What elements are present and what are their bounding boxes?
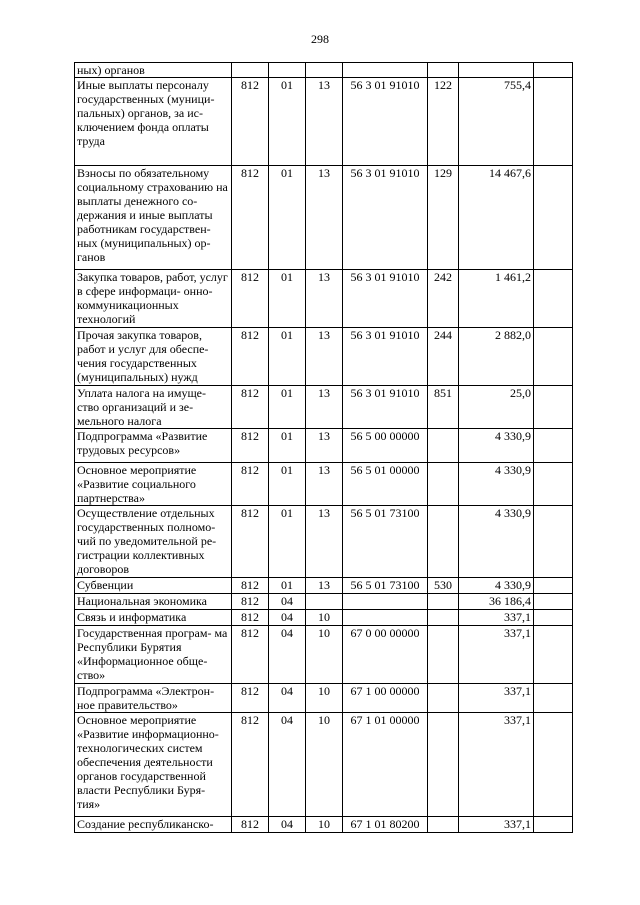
row-name: Осуществление отдельных государственных полномо- чий по уведомительной ре- гистрации коллективных договоров [75,506,232,578]
amount: 2 882,0 [459,328,534,386]
subsection-code: 10 [306,684,343,713]
extra-cell [534,429,573,463]
row-name: Взносы по обязательному социальному страхованию на выплаты денежного со- держания и иные выплаты работникам государствен- ных (муниципальных) ор- ганов [75,166,232,270]
budget-table [74,62,573,833]
row-name: Государственная програм- ма Республики Бурятия «Информационное обще- ство» [75,626,232,684]
amount: 4 330,9 [459,578,534,594]
subsection-code: 13 [306,429,343,463]
extra-cell [534,63,573,78]
table-row [75,578,573,594]
target-article: 56 5 00 00000 [343,429,428,463]
row-name: Создание республиканско- [75,817,232,833]
section-code: 01 [269,429,306,463]
subsection-code: 13 [306,166,343,270]
amount: 755,4 [459,78,534,166]
section-code: 01 [269,386,306,429]
amount: 4 330,9 [459,463,534,506]
subsection-code: 13 [306,578,343,594]
table-row [75,713,573,817]
subsection-code: 10 [306,610,343,626]
table-row [75,429,573,463]
ved-code: 812 [232,578,269,594]
target-article: 56 3 01 91010 [343,166,428,270]
target-article: 56 3 01 91010 [343,270,428,328]
subsection-code: 13 [306,506,343,578]
table-row [75,610,573,626]
extra-cell [534,78,573,166]
amount: 337,1 [459,626,534,684]
amount [459,63,534,78]
extra-cell [534,817,573,833]
row-name: Основное мероприятие «Развитие социального партнерства» [75,463,232,506]
row-name: Иные выплаты персоналу государственных (муници- пальных) органов, за ис- ключением фонда оплаты труда [75,78,232,166]
ved-code: 812 [232,78,269,166]
row-name: Подпрограмма «Электрон- ное правительство» [75,684,232,713]
expense-type [428,610,459,626]
row-name: Прочая закупка товаров, работ и услуг для обеспе- чения государственных (муниципальных) нужд [75,328,232,386]
table-row [75,166,573,270]
extra-cell [534,166,573,270]
extra-cell [534,594,573,610]
ved-code: 812 [232,610,269,626]
ved-code: 812 [232,713,269,817]
target-article: 56 5 01 73100 [343,506,428,578]
table-row [75,626,573,684]
amount: 1 461,2 [459,270,534,328]
expense-type [428,626,459,684]
row-name: Подпрограмма «Развитие трудовых ресурсов» [75,429,232,463]
amount: 4 330,9 [459,429,534,463]
amount: 337,1 [459,817,534,833]
amount: 4 330,9 [459,506,534,578]
ved-code: 812 [232,463,269,506]
target-article: 56 5 01 00000 [343,463,428,506]
section-code: 01 [269,463,306,506]
expense-type [428,594,459,610]
ved-code [232,63,269,78]
row-name: Закупка товаров, работ, услуг в сфере информаци- онно-коммуникационных технологий [75,270,232,328]
table-row [75,594,573,610]
target-article: 67 1 01 80200 [343,817,428,833]
section-code: 04 [269,626,306,684]
expense-type [428,506,459,578]
amount: 337,1 [459,684,534,713]
table-row [75,386,573,429]
target-article: 67 1 00 00000 [343,684,428,713]
target-article [343,610,428,626]
table-row [75,63,573,78]
target-article: 67 1 01 00000 [343,713,428,817]
ved-code: 812 [232,594,269,610]
amount: 337,1 [459,713,534,817]
expense-type: 122 [428,78,459,166]
expense-type: 244 [428,328,459,386]
ved-code: 812 [232,386,269,429]
amount: 337,1 [459,610,534,626]
target-article [343,63,428,78]
target-article: 56 5 01 73100 [343,578,428,594]
section-code: 04 [269,594,306,610]
target-article: 56 3 01 91010 [343,386,428,429]
expense-type [428,463,459,506]
subsection-code: 13 [306,463,343,506]
row-name: Уплата налога на имуще- ство организаций и зе- мельного налога [75,386,232,429]
extra-cell [534,328,573,386]
table-row [75,506,573,578]
target-article: 67 0 00 00000 [343,626,428,684]
extra-cell [534,270,573,328]
section-code: 04 [269,817,306,833]
row-name: Связь и информатика [75,610,232,626]
table-row [75,270,573,328]
amount: 14 467,6 [459,166,534,270]
section-code: 01 [269,578,306,594]
subsection-code: 13 [306,328,343,386]
subsection-code: 10 [306,626,343,684]
extra-cell [534,386,573,429]
ved-code: 812 [232,429,269,463]
expense-type: 129 [428,166,459,270]
expense-type [428,713,459,817]
ved-code: 812 [232,328,269,386]
table-row [75,684,573,713]
page-number: 298 [311,32,329,46]
table-row [75,328,573,386]
ved-code: 812 [232,817,269,833]
ved-code: 812 [232,506,269,578]
table-row [75,817,573,833]
target-article: 56 3 01 91010 [343,328,428,386]
subsection-code: 10 [306,713,343,817]
extra-cell [534,684,573,713]
subsection-code [306,63,343,78]
extra-cell [534,626,573,684]
row-name: Национальная экономика [75,594,232,610]
expense-type: 530 [428,578,459,594]
extra-cell [534,463,573,506]
subsection-code: 13 [306,386,343,429]
extra-cell [534,610,573,626]
section-code: 01 [269,328,306,386]
subsection-code: 13 [306,78,343,166]
extra-cell [534,713,573,817]
section-code: 04 [269,684,306,713]
section-code: 01 [269,78,306,166]
amount: 36 186,4 [459,594,534,610]
section-code: 01 [269,270,306,328]
table-row [75,78,573,166]
expense-type [428,817,459,833]
extra-cell [534,506,573,578]
section-code: 04 [269,713,306,817]
extra-cell [534,578,573,594]
row-name: Основное мероприятие «Развитие информационно- технологических систем обеспечения деятельности органов государственной власти Республики Буря- тия» [75,713,232,817]
expense-type [428,63,459,78]
table-row [75,463,573,506]
amount: 25,0 [459,386,534,429]
expense-type [428,684,459,713]
ved-code: 812 [232,684,269,713]
ved-code: 812 [232,166,269,270]
row-name: ных) органов [75,63,232,78]
expense-type: 242 [428,270,459,328]
row-name: Субвенции [75,578,232,594]
section-code [269,63,306,78]
section-code: 01 [269,166,306,270]
subsection-code [306,594,343,610]
ved-code: 812 [232,626,269,684]
expense-type [428,429,459,463]
target-article [343,594,428,610]
subsection-code: 13 [306,270,343,328]
target-article: 56 3 01 91010 [343,78,428,166]
ved-code: 812 [232,270,269,328]
section-code: 01 [269,506,306,578]
expense-type: 851 [428,386,459,429]
section-code: 04 [269,610,306,626]
subsection-code: 10 [306,817,343,833]
